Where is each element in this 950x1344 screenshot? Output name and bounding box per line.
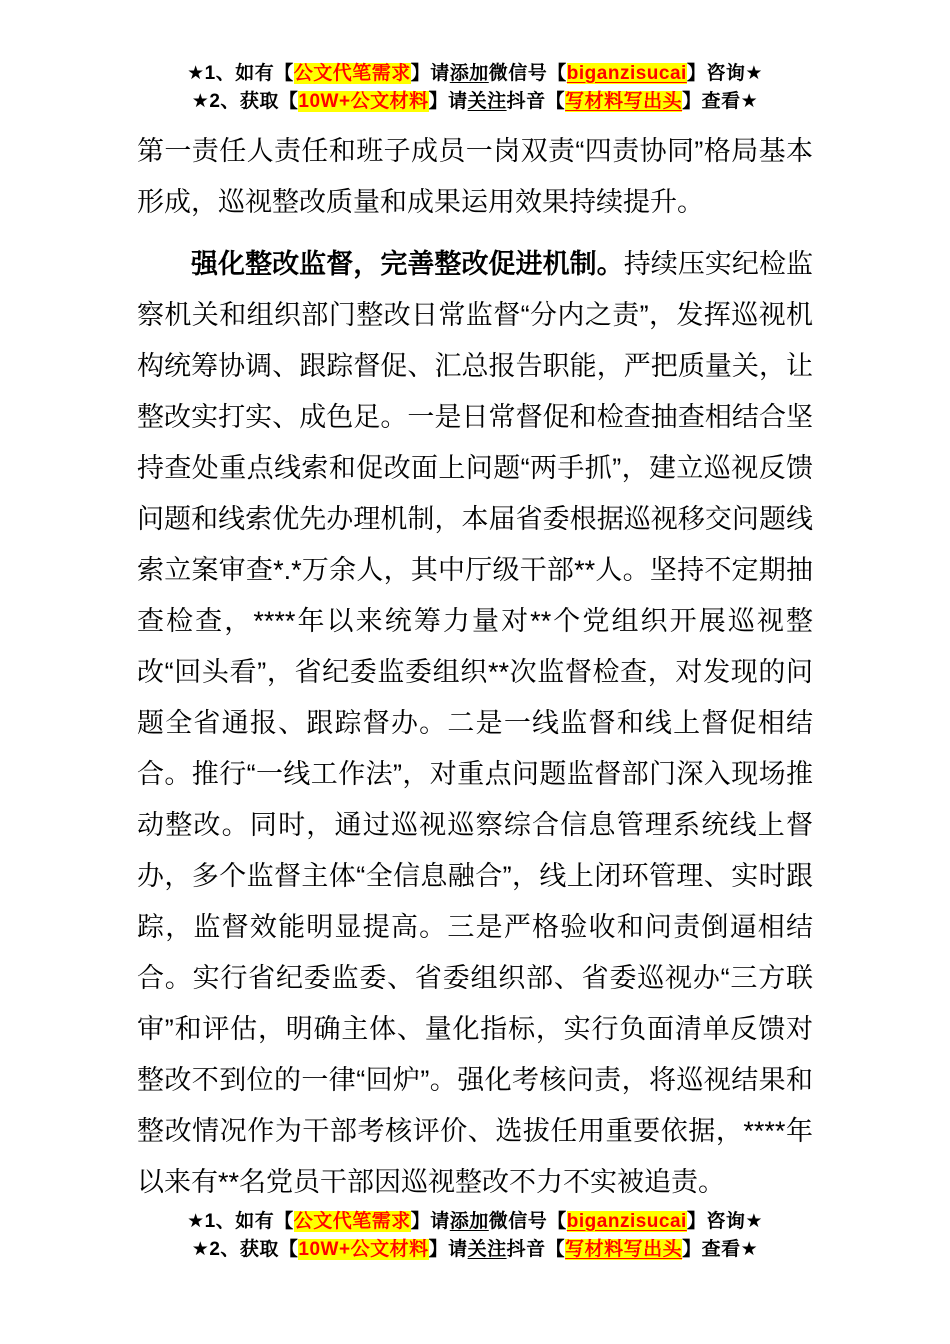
promo1-suffix: 】咨询★ bbox=[686, 1211, 763, 1232]
promo2-action-follow: 关注 bbox=[467, 1239, 507, 1260]
promo1-prefix: ★1、如有【 bbox=[187, 63, 294, 84]
promo-header-line-2 bbox=[0, 88, 950, 116]
promo1-action-add: 添加 bbox=[449, 63, 489, 84]
promo2-suffix: 】查看★ bbox=[682, 1239, 759, 1260]
promo-header-line-1 bbox=[0, 60, 950, 88]
promo2-action-follow: 关注 bbox=[467, 91, 507, 112]
promo1-service-highlight: 公文代笔需求 bbox=[293, 1211, 411, 1232]
promo2-mid1: 】请 bbox=[428, 1239, 468, 1260]
promo1-wechat-id: biganzisucai bbox=[566, 1211, 687, 1232]
promo1-suffix: 】咨询★ bbox=[686, 63, 763, 84]
promo-footer-line-1 bbox=[0, 1208, 950, 1236]
promo2-material-highlight: 10W+公文材料 bbox=[298, 91, 429, 112]
promo2-mid1: 】请 bbox=[428, 91, 468, 112]
promo2-douyin-id: 写材料写出头 bbox=[565, 1239, 683, 1260]
promo1-mid2: 微信号【 bbox=[488, 1211, 567, 1232]
paragraph-main bbox=[137, 239, 813, 1208]
paragraph-text: 持续压实纪检监察机关和组织部门整改日常监督“分内之责”，发挥巡视机构统筹协调、跟踪督促、汇总报告职能，严把质量关，让整改实打实、成色足。一是日常督促和检查抽查相结合坚持查处重点线索和促改面上问题“两手抓”，建立巡视反馈问题和线索优先办理机制，本届省委根据巡视移交问题线索立案审查*.*万余人，其中厅级干部**人。坚持不定期抽查检查，****年以来统筹力量对**个党组织开展巡视整改“回头看”，省纪委监委组织**次监督检查，对发现的问题全省通报、跟踪督办。二是一线监督和线上督促相结合。推行“一线工作法”，对重点问题监督部门深入现场推动整改。同时，通过巡视巡察综合信息管理系统线上督办，多个监督主体“全信息融合”，线上闭环管理、实时跟踪，监督效能明显提高。三是严格验收和问责倒逼相结合。实行省纪委监委、省委组织部、省委巡视办“三方联审”和评估，明确主体、量化指标，实行负面清单反馈对整改不到位的一律“回炉”。强化考核问责，将巡视结果和整改情况作为干部考核评价、选拔任用重要依据，****年以来有**名党员干部因巡视整改不力不实被追责。 bbox=[137, 249, 814, 1197]
promo-footer-line-2 bbox=[0, 1236, 950, 1264]
promo1-prefix: ★1、如有【 bbox=[187, 1211, 294, 1232]
promo2-suffix: 】查看★ bbox=[682, 91, 759, 112]
paragraph-lead-bold: 强化整改监督，完善整改促进机制。 bbox=[191, 249, 624, 279]
promo2-douyin-id: 写材料写出头 bbox=[565, 91, 683, 112]
promo-footer bbox=[0, 1208, 950, 1264]
document-body bbox=[137, 126, 813, 1208]
promo2-material-highlight: 10W+公文材料 bbox=[298, 1239, 429, 1260]
promo1-service-highlight: 公文代笔需求 bbox=[293, 63, 411, 84]
promo1-mid1: 】请 bbox=[410, 1211, 450, 1232]
promo2-prefix: ★2、获取【 bbox=[191, 1239, 299, 1260]
promo1-wechat-id: biganzisucai bbox=[566, 63, 687, 84]
paragraph-text: 第一责任人责任和班子成员一岗双责“四责协同”格局基本形成，巡视整改质量和成果运用效果持续提升。 bbox=[137, 136, 813, 217]
promo1-mid2: 微信号【 bbox=[488, 63, 567, 84]
paragraph-continuation bbox=[137, 126, 813, 228]
promo2-prefix: ★2、获取【 bbox=[191, 91, 299, 112]
promo1-action-add: 添加 bbox=[449, 1211, 489, 1232]
promo1-mid1: 】请 bbox=[410, 63, 450, 84]
promo2-mid2: 抖音【 bbox=[506, 91, 566, 112]
promo2-mid2: 抖音【 bbox=[506, 1239, 566, 1260]
promo-header bbox=[0, 0, 950, 116]
